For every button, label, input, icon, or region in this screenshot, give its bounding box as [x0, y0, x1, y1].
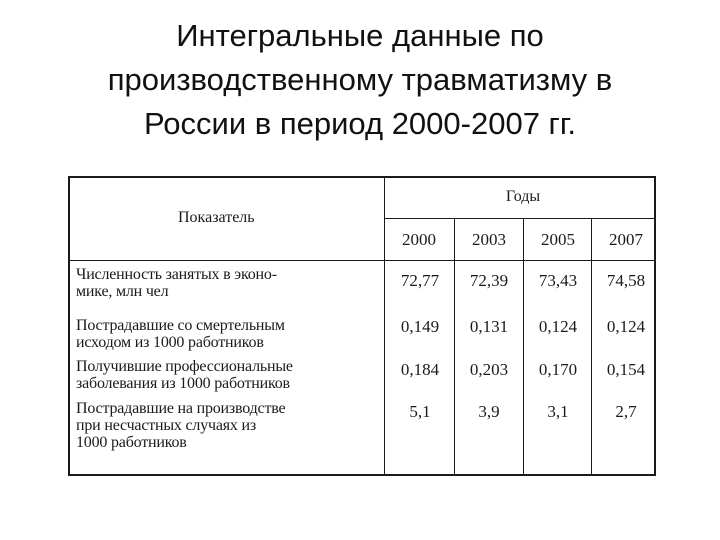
- value-disease-2007: 0,154: [606, 360, 646, 379]
- row-label-line: Пострадавшие со смертельным: [76, 317, 285, 334]
- row-label-line: Пострадавшие на производстве: [76, 400, 286, 417]
- row-label-occupational-disease: [76, 358, 384, 392]
- row-label-line: Численность занятых в эконо-: [76, 266, 277, 283]
- slide-title: [20, 14, 700, 146]
- value-fatal-2003: 0,131: [469, 317, 509, 336]
- value-accidents-2005: 3,1: [547, 402, 569, 421]
- value-fatal-2007: 0,124: [606, 317, 646, 336]
- slide-title-line-3: России в период 2000-2007 гг.: [143, 106, 577, 141]
- value-accidents-2000: 5,1: [409, 402, 431, 421]
- injury-data-table: [68, 176, 656, 476]
- row-label-line: при несчастных случаях из: [76, 417, 257, 434]
- value-employed-2003: 72,39: [469, 271, 509, 290]
- header-bottom-divider: [70, 260, 656, 261]
- year-header-2007: 2007: [609, 230, 643, 249]
- row-label-accidents: [76, 400, 384, 451]
- value-accidents-2007: 2,7: [615, 402, 637, 421]
- years-column-header: Годы: [505, 188, 541, 205]
- row-label-line: заболевания из 1000 работников: [76, 375, 290, 392]
- column-divider-2005-2007: [591, 218, 592, 474]
- value-employed-2000: 72,77: [400, 271, 440, 290]
- year-header-2000: 2000: [402, 230, 436, 249]
- row-label-line: исходом из 1000 работников: [76, 334, 264, 351]
- value-disease-2003: 0,203: [469, 360, 509, 379]
- column-divider-indicator: [384, 178, 385, 474]
- slide-title-line-1: Интегральные данные по: [176, 18, 544, 53]
- row-label-fatal: [76, 317, 384, 351]
- row-label-line: Получившие профессиональные: [76, 358, 293, 375]
- row-label-line: мике, млн чел: [76, 283, 169, 300]
- year-header-2005: 2005: [541, 230, 575, 249]
- value-employed-2007: 74,58: [606, 271, 646, 290]
- value-employed-2005: 73,43: [538, 271, 578, 290]
- value-fatal-2000: 0,149: [400, 317, 440, 336]
- row-label-employed: [76, 266, 384, 300]
- column-divider-2000-2003: [454, 218, 455, 474]
- value-disease-2000: 0,184: [400, 360, 440, 379]
- indicator-column-header: Показатель: [178, 209, 255, 226]
- value-fatal-2005: 0,124: [538, 317, 578, 336]
- year-header-2003: 2003: [472, 230, 506, 249]
- header-years-divider: [384, 218, 656, 219]
- row-label-line: 1000 работников: [76, 434, 187, 451]
- column-divider-2003-2005: [523, 218, 524, 474]
- slide-title-line-2: производственному травматизму в: [107, 62, 613, 97]
- value-disease-2005: 0,170: [538, 360, 578, 379]
- value-accidents-2003: 3,9: [478, 402, 500, 421]
